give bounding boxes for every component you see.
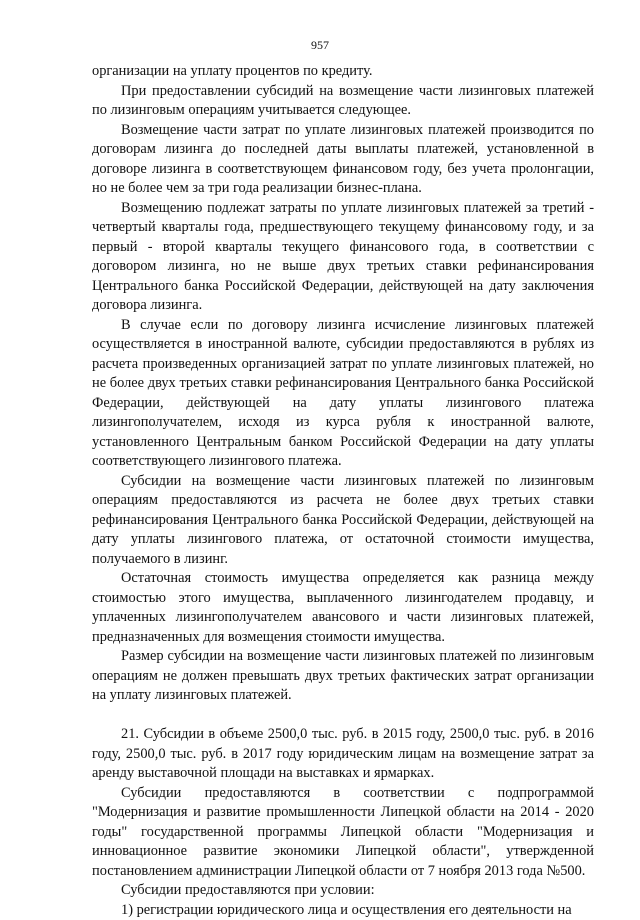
paragraph-subprogram: Субсидии предоставляются в соответствии с подпрограммой "Модернизация и развитие промышленности Липецкой области на 2014 - 2020 годы" государственной программы Липецкой области "Модернизация и инновационное развитие экономики Липецкой области", утвержденной постановлением администрации Липецкой области от 7 ноября 2013 года №500. (92, 784, 594, 882)
paragraph-foreign-currency: В случае если по договору лизинга исчисление лизинговых платежей осуществляется в иностранной валюте, субсидии предоставляются в рублях из расчета произведенных организацией затрат по уплате лизинговых платежей, но не более двух третьих ставки рефинансирования Центрального банка Российской Федерации, действующей на дату уплаты лизингового платежа лизингополучателем, исходя из курса рубля к иностранной валюте, установленного Центральным банком Российской Федерации на дату уплаты соответствующего лизингового платежа. (92, 316, 594, 472)
paragraph-condition-1: 1) регистрации юридического лица и осуществления его деятельности на (92, 901, 594, 920)
paragraph-conditions-heading: Субсидии предоставляются при условии: (92, 881, 594, 901)
paragraph-leasing-reimbursement: Возмещение части затрат по уплате лизинговых платежей производится по договорам лизинга до последней даты выплаты платежей, установленной в договоре лизинга в соответствующем финансовом году, без учета пролонгации, но не более чем за три года реализации бизнес-плана. (92, 121, 594, 199)
paragraph-leasing-intro: При предоставлении субсидий на возмещение части лизинговых платежей по лизинговым операциям учитывается следующее. (92, 82, 594, 121)
paragraph-subsidy-calculation: Субсидии на возмещение части лизинговых платежей по лизинговым операциям предоставляются из расчета не более двух третьих ставки рефинансирования Центрального банка Российской Федерации, действующей на дату уплаты лизингового платежа, от остаточной стоимости имущества, получаемого в лизинг. (92, 472, 594, 570)
paragraph-subsidy-limit: Размер субсидии на возмещение части лизинговых платежей по лизинговым операциям не должен превышать двух третьих фактических затрат организации на уплату лизинговых платежей. (92, 647, 594, 706)
paragraph-residual-value: Остаточная стоимость имущества определяется как разница между стоимостью этого имущества, выплаченного лизингодателем продавцу, и уплаченных лизингополучателем авансового и части лизинговых платежей, предназначенных для возмещения стоимости имущества. (92, 569, 594, 647)
paragraph-item-21: 21. Субсидии в объеме 2500,0 тыс. руб. в 2015 году, 2500,0 тыс. руб. в 2016 году, 2500,0 тыс. руб. в 2017 году юридическим лицам на возмещение затрат за аренду выставочной площади на выставках и ярмарках. (92, 725, 594, 784)
page-number: 957 (0, 38, 640, 52)
paragraph-continuation: организации на уплату процентов по кредиту. (92, 62, 594, 82)
paragraph-leasing-costs: Возмещению подлежат затраты по уплате лизинговых платежей за третий - четвертый кварталы года, предшествующего текущему финансовому году, и за первый - второй кварталы текущего финансового года, в соответствии с договором лизинга, но не выше двух третьих ставки рефинансирования Центрального банка Российской Федерации, действующей на дату заключения договора лизинга. (92, 199, 594, 316)
document-body (92, 62, 594, 920)
